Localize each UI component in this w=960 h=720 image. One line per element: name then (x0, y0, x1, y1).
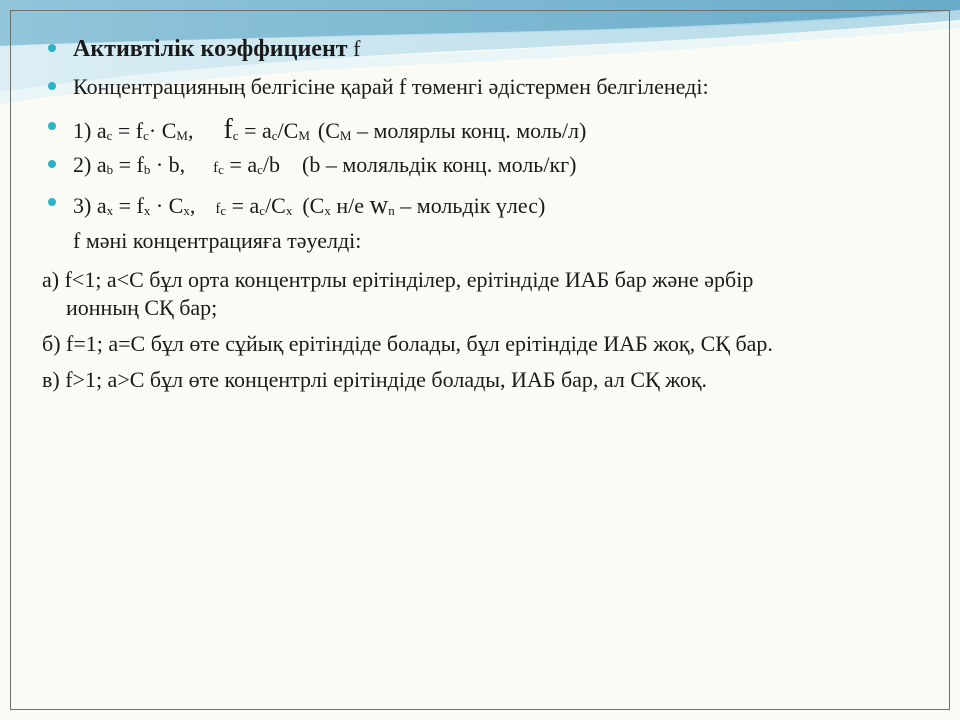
case-a: а) f<1; a<C бұл орта концентрлы ерітінділер, ерітіндіде ИАБ бар және әрбір ионның СҚ бар; (42, 267, 754, 320)
case-b: б) f=1; a=C бұл өте сұйық ерітіндіде болады, бұл ерітіндіде ИАБ жоқ, СҚ бар. (42, 331, 773, 356)
bullet-icon (48, 122, 56, 130)
bullet-icon (48, 44, 56, 52)
bullet-icon (48, 160, 56, 168)
equation-3: 3) ax = fx · Cx, fc = ac/Cx (Cx н/е wn – мольдік үлес) (73, 190, 546, 219)
title-symbol: f (353, 36, 361, 61)
bullet-icon (48, 82, 56, 90)
dependency-text: f мәні концентрацияға тәуелді: (73, 228, 362, 253)
intro-text: Концентрацияның белгісіне қарай f төменгі әдістермен белгіленеді: (73, 74, 709, 99)
equation-1: 1) ac = fc· CM, fc = ac/CM (CM – молярлы конц. моль/л) (73, 114, 587, 145)
case-c: в) f>1; a>C бұл өте концентрлі ерітіндіде болады, ИАБ бар, ал СҚ жоқ. (42, 367, 708, 392)
title-text: Активтілік коэффициент (73, 36, 348, 62)
slide-title (73, 36, 360, 63)
equation-2: 2) ab = fb · b, fc = ac/b (b – моляльдік конц. моль/кг) (73, 152, 577, 177)
bullet-icon (48, 198, 56, 206)
